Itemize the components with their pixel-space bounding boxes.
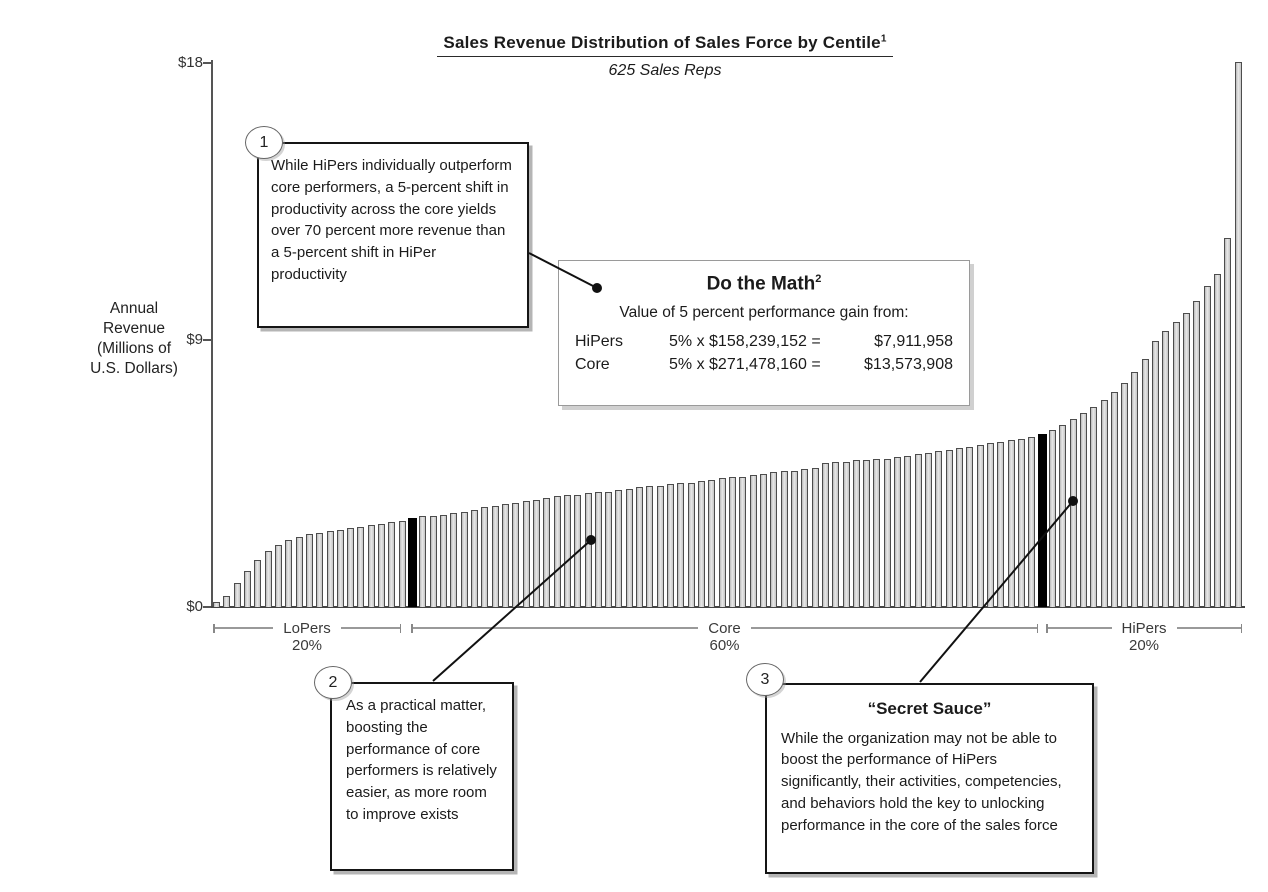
bar xyxy=(1080,413,1087,607)
bar xyxy=(316,533,323,607)
bar xyxy=(605,492,612,607)
bar xyxy=(1142,359,1149,607)
bar xyxy=(213,602,220,607)
bar xyxy=(1224,238,1231,607)
bar xyxy=(285,540,292,607)
bar xyxy=(853,460,860,607)
chart-title-text: Sales Revenue Distribution of Sales Force by Centile xyxy=(443,33,881,52)
highlighted-bar xyxy=(408,518,417,607)
y-tickmark-18 xyxy=(203,62,211,64)
callout-box-2 xyxy=(330,682,514,871)
segment-hipers-pct: 20% xyxy=(1128,637,1160,654)
math-footnote-marker: 2 xyxy=(815,273,822,285)
segment-lopers-label: LoPers xyxy=(283,619,331,637)
bar xyxy=(275,545,282,607)
segment-hipers xyxy=(1046,620,1242,654)
y-tickmark-9 xyxy=(203,339,211,341)
y-tickmark-0 xyxy=(203,606,211,608)
bar xyxy=(574,495,581,607)
bar xyxy=(1173,322,1180,607)
bar xyxy=(677,483,684,607)
bar xyxy=(1193,301,1200,607)
callout-1-number-badge: 1 xyxy=(245,126,283,159)
bar xyxy=(688,483,695,607)
bar xyxy=(884,459,891,607)
callout-3-number-badge: 3 xyxy=(746,663,784,696)
bar xyxy=(1204,286,1211,607)
bar xyxy=(791,471,798,607)
bar xyxy=(904,456,911,607)
bar xyxy=(1018,439,1025,607)
bar xyxy=(770,472,777,607)
segment-hipers-label: HiPers xyxy=(1121,619,1167,637)
bar xyxy=(667,484,674,607)
math-row-core: Core 5% x $271,478,160 = $13,573,908 xyxy=(575,355,953,373)
bar xyxy=(378,524,385,607)
bar xyxy=(327,531,334,607)
y-axis-title: Annual Revenue (Millions of U.S. Dollars) xyxy=(90,300,178,378)
bar xyxy=(223,596,230,607)
bar xyxy=(822,463,829,607)
bar xyxy=(1183,313,1190,607)
bar xyxy=(492,506,499,607)
bar xyxy=(1235,62,1242,607)
bar xyxy=(234,583,241,607)
bar xyxy=(615,490,622,607)
do-the-math-box xyxy=(558,260,970,406)
bar xyxy=(585,493,592,607)
bar xyxy=(760,474,767,607)
bar xyxy=(523,501,530,607)
segment-lopers-pct: 20% xyxy=(291,637,323,654)
bar xyxy=(244,571,251,607)
bar xyxy=(1131,372,1138,607)
bar xyxy=(481,507,488,607)
segment-core-label: Core xyxy=(708,619,741,637)
bar xyxy=(296,537,303,607)
bar xyxy=(419,516,426,607)
math-box-subtitle: Value of 5 percent performance gain from: xyxy=(619,304,909,322)
bar xyxy=(987,443,994,607)
math-row-hipers: HiPers 5% x $158,239,152 = $7,911,958 xyxy=(575,333,953,351)
segment-core-pct: 60% xyxy=(709,637,740,654)
bar xyxy=(646,486,653,607)
bar xyxy=(719,478,726,607)
bar xyxy=(698,481,705,607)
bar xyxy=(595,492,602,607)
bar xyxy=(306,534,313,607)
bar xyxy=(533,500,540,607)
bar xyxy=(337,530,344,607)
bar xyxy=(1162,331,1169,607)
bar xyxy=(925,453,932,607)
bar xyxy=(1111,392,1118,607)
bar xyxy=(265,551,272,607)
segment-core xyxy=(411,620,1038,654)
bar xyxy=(461,512,468,607)
bar xyxy=(781,471,788,607)
callout-3-title: “Secret Sauce” xyxy=(867,699,992,718)
math-rows xyxy=(575,331,953,376)
bar xyxy=(347,528,354,607)
y-tick-18: $18 xyxy=(177,54,203,71)
callout-1-text: While HiPers individually outperform core performers, a 5-percent shift in productivity across the core yields over 70 percent more revenue than a 5-percent shift in HiPer productivity xyxy=(271,157,512,283)
bar xyxy=(399,521,406,607)
bar xyxy=(708,480,715,607)
bar xyxy=(430,516,437,607)
bar xyxy=(1121,383,1128,607)
bar xyxy=(863,460,870,607)
callout-box-3 xyxy=(765,683,1094,874)
bar xyxy=(554,496,561,607)
bar xyxy=(1152,341,1159,607)
bar xyxy=(729,477,736,607)
bar xyxy=(801,469,808,607)
callout-3-text: While the organization may not be able to boost the performance of HiPers significantly, their activities, competencies, and behaviors hold the key to unlocking performance in the core of the sales force xyxy=(781,729,1062,834)
callout-box-1 xyxy=(257,142,529,328)
bar xyxy=(1059,425,1066,607)
segment-lopers xyxy=(213,620,401,654)
y-tick-9: $9 xyxy=(186,331,203,348)
bar xyxy=(739,477,746,607)
y-tick-0: $0 xyxy=(186,598,203,615)
bar xyxy=(440,515,447,607)
page-title xyxy=(340,33,990,57)
math-box-title: Do the Math$^2$ xyxy=(706,273,822,295)
title-footnote-marker: 1 xyxy=(880,33,887,45)
highlighted-bar xyxy=(1038,434,1047,607)
bar xyxy=(564,495,571,607)
bar xyxy=(1214,274,1221,607)
bar xyxy=(512,503,519,607)
bar xyxy=(357,527,364,607)
bar xyxy=(471,510,478,607)
bar xyxy=(843,462,850,607)
bar xyxy=(946,450,953,607)
bar xyxy=(832,462,839,607)
bar xyxy=(502,504,509,607)
bar xyxy=(636,487,643,607)
bar xyxy=(1028,437,1035,607)
bar xyxy=(935,451,942,607)
callout-2-number-badge: 2 xyxy=(314,666,352,699)
bar xyxy=(977,445,984,607)
bar xyxy=(254,560,261,607)
bar xyxy=(1070,419,1077,607)
callout-2-text: As a practical matter, boosting the performance of core performers is relatively easier, as more room to improve exists xyxy=(346,697,497,823)
chart-subtitle: 625 Sales Reps xyxy=(608,62,722,79)
bar xyxy=(657,486,664,607)
bar xyxy=(543,498,550,607)
bar xyxy=(1049,430,1056,607)
bar xyxy=(388,522,395,607)
bar xyxy=(997,442,1004,607)
bar xyxy=(915,454,922,607)
bar xyxy=(1101,400,1108,607)
bar xyxy=(894,457,901,607)
bar xyxy=(1090,407,1097,607)
bar xyxy=(450,513,457,607)
bar xyxy=(873,459,880,607)
bar xyxy=(956,448,963,607)
bar xyxy=(368,525,375,607)
bar xyxy=(966,447,973,607)
bar xyxy=(812,468,819,607)
bar xyxy=(626,489,633,607)
bar xyxy=(1008,440,1015,607)
bar xyxy=(750,475,757,607)
